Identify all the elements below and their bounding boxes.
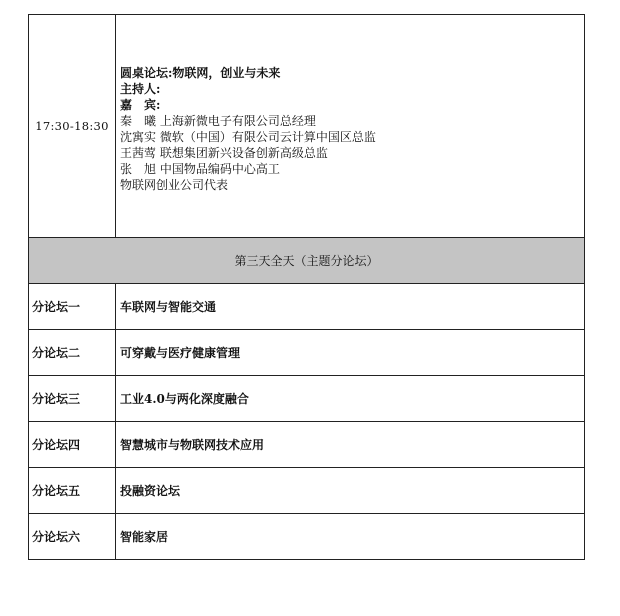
- forum-name: 分论坛二: [29, 330, 116, 376]
- guest-entry: 秦 曦 上海新微电子有限公司总经理: [120, 114, 316, 128]
- day-header: 第三天全天（主题分论坛）: [29, 238, 585, 284]
- forum-name: 分论坛五: [29, 468, 116, 514]
- forum-topic: 投融资论坛: [116, 468, 585, 514]
- forum-row: [29, 422, 585, 468]
- session-time: 17:30-18:30: [29, 15, 116, 238]
- forum-topic: 工业4.0与两化深度融合: [116, 376, 585, 422]
- forum-topic: 智慧城市与物联网技术应用: [116, 422, 585, 468]
- forum-name: 分论坛四: [29, 422, 116, 468]
- forum-row: [29, 468, 585, 514]
- guest-entry: 王茜莺 联想集团新兴设备创新高级总监: [120, 146, 328, 160]
- forum-row: [29, 284, 585, 330]
- forum-topic: 车联网与智能交通: [116, 284, 585, 330]
- forum-topic: 智能家居: [116, 514, 585, 560]
- guests-label: 嘉 宾:: [120, 98, 161, 112]
- forum-row: [29, 514, 585, 560]
- forum-name: 分论坛一: [29, 284, 116, 330]
- guest-entry: 张 旭 中国物品编码中心高工: [120, 162, 280, 176]
- forum-row: [29, 376, 585, 422]
- roundtable-row: [29, 15, 585, 238]
- forum-name: 分论坛六: [29, 514, 116, 560]
- guest-entry: 沈寓实 微软（中国）有限公司云计算中国区总监: [120, 130, 376, 144]
- host-label: 主持人:: [120, 82, 161, 96]
- forum-topic: 可穿戴与医疗健康管理: [116, 330, 585, 376]
- guest-entry: 物联网创业公司代表: [120, 178, 229, 192]
- forum-name: 分论坛三: [29, 376, 116, 422]
- schedule-table: [28, 14, 585, 560]
- day-header-row: [29, 238, 585, 284]
- session-details: [116, 15, 585, 238]
- forum-row: [29, 330, 585, 376]
- session-title: 圆桌论坛:物联网，创业与未来: [120, 66, 281, 80]
